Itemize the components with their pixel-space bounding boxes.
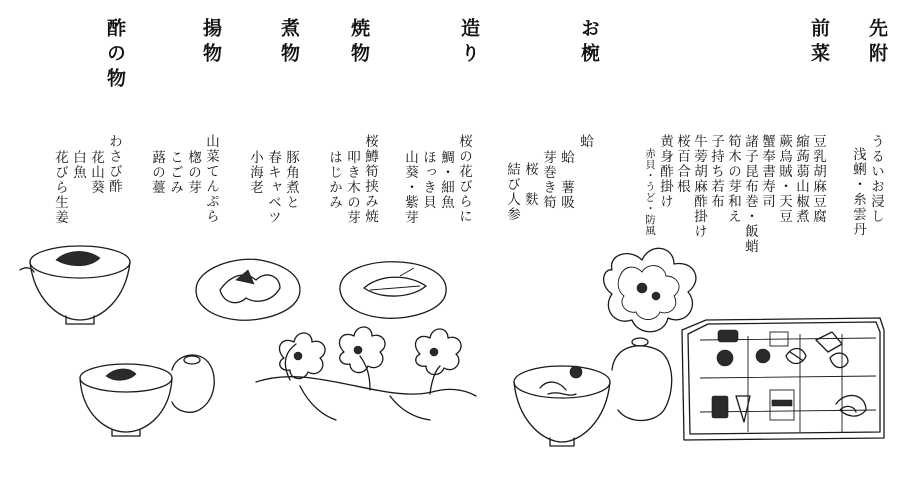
sunomono-item: 花びら生姜: [52, 150, 68, 225]
zensai-item: 牛蒡胡麻酢掛け: [691, 134, 707, 239]
zensai-item: 桜百合根: [674, 134, 690, 194]
sakizuke-item: うるいお浸し: [868, 134, 884, 224]
section-title-owan: お椀: [578, 18, 600, 68]
owan-item: 蛤: [577, 134, 593, 149]
agemono-item: 蕗の薹: [149, 150, 165, 195]
section-title-agemono: 揚物: [200, 18, 222, 68]
sakizuke-item: 浅蜊・糸雲丹: [850, 147, 866, 237]
section-title-sakizuke: 先附: [866, 18, 888, 68]
tsukuri-item: 鯛・細魚: [438, 150, 454, 210]
oval-dish-icon: [340, 262, 446, 319]
agemono-item: 楤の芽: [185, 150, 201, 195]
zensai-item: 豆乳胡麻豆腐: [810, 134, 826, 224]
zensai-note: 赤貝・うど・防風: [644, 148, 656, 236]
zensai-item: 蟹奉書寿司: [759, 134, 775, 209]
lacquer-box-icon: [682, 318, 884, 440]
section-title-sunomono: 酢の物: [104, 18, 126, 93]
lidded-bowl-icon: [514, 338, 672, 446]
nimono-item: 小海老: [247, 150, 263, 195]
sunomono-item: 白魚: [70, 150, 86, 180]
owan-item: 結び人参: [504, 162, 520, 222]
zensai-item: 黄身酢掛け: [657, 134, 673, 209]
flower-dish-icon: [604, 248, 696, 331]
small-bowl-icon: [20, 246, 130, 324]
zensai-item: 子持ち若布: [708, 134, 724, 209]
sunomono-item: 花山葵: [88, 150, 104, 195]
zensai-item: 縮蒟蒻山椒煮: [793, 134, 809, 224]
sunomono-item: わさび酢: [106, 134, 122, 194]
plate-icon: [196, 259, 300, 320]
nimono-item: 豚角煮と: [283, 150, 299, 210]
zensai-item: 諸子昆布巻・飯蛸: [742, 134, 758, 254]
zensai-item: 筍木の芽和え: [725, 134, 741, 224]
tsukuri-item: ほっき貝: [420, 150, 436, 210]
nimono-item: 春キャベツ: [265, 150, 281, 225]
agemono-item: こごみ: [167, 150, 183, 195]
owan-item: 蛤 薯吸: [558, 150, 574, 210]
section-title-yakimono: 焼物: [348, 18, 370, 68]
bowl-icon: [80, 355, 214, 436]
zensai-item: 蕨烏賊・天豆: [776, 134, 792, 224]
agemono-item: 山菜てんぷら: [203, 134, 219, 224]
yakimono-item: 叩き木の芽: [344, 150, 360, 225]
yakimono-item: はじかみ: [326, 150, 342, 210]
owan-item: 芽巻き筍: [540, 150, 556, 210]
owan-item: 桜 麩: [522, 162, 538, 207]
yakimono-item: 桜鱒筍挟み焼: [362, 134, 378, 224]
section-title-zensai: 前菜: [808, 18, 830, 68]
section-title-tsukuri: 造り: [458, 18, 480, 68]
tsukuri-item: 山葵・紫芽: [402, 150, 418, 225]
tsukuri-item: 桜の花びらに: [456, 134, 472, 224]
sakura-branch-icon: [256, 327, 476, 420]
section-title-nimono: 煮物: [278, 18, 300, 68]
